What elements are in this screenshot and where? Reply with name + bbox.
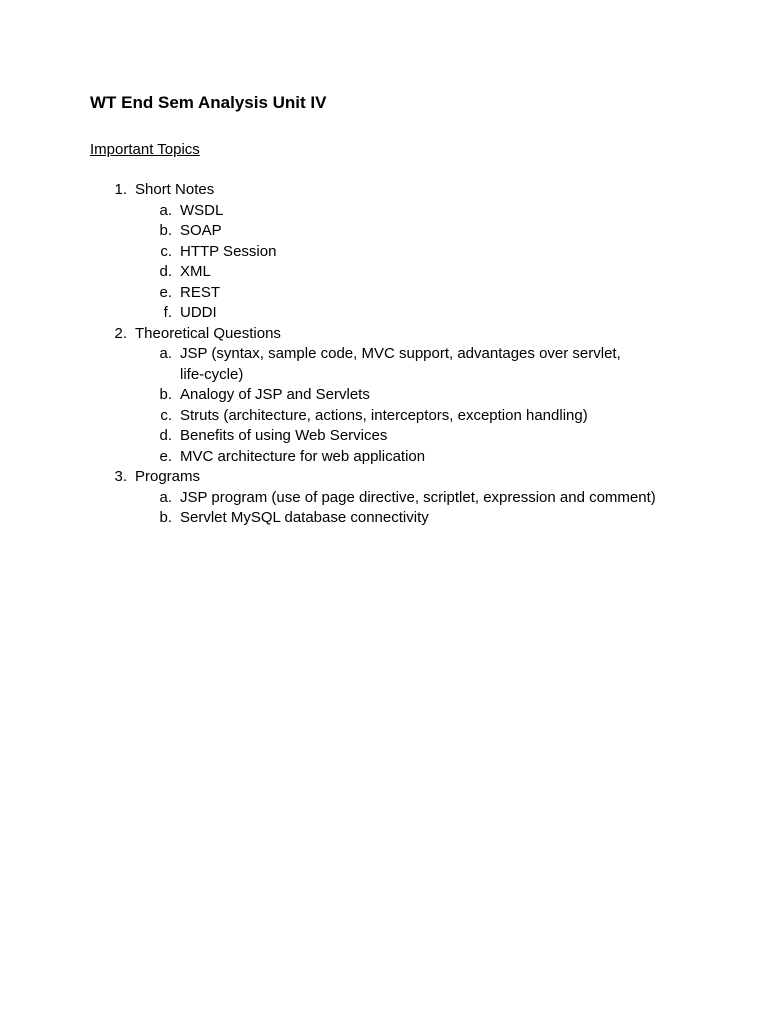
topic-item [0, 467, 768, 488]
sub-item-continuation [0, 365, 768, 386]
list-letter: d. [159, 427, 172, 444]
sub-item [0, 344, 768, 365]
sub-item [0, 406, 768, 427]
list-letter: e. [159, 447, 172, 465]
sub-item-text: SOAP [180, 222, 222, 239]
list-letter: a. [159, 488, 172, 506]
sub-item-text: Struts (architecture, actions, interceptors, exception handling) [180, 406, 588, 424]
sub-item [0, 221, 768, 242]
list-number: 1. [114, 181, 127, 198]
sub-item-text: REST [180, 283, 221, 301]
sub-item [0, 262, 768, 283]
topic-item [0, 180, 768, 201]
sub-item-text: JSP program (use of page directive, scriptlet, expression and comment) [180, 488, 656, 506]
sub-item-text: WSDL [180, 201, 224, 219]
topic-list [0, 180, 768, 529]
sub-item-text: life-cycle) [180, 365, 244, 383]
sub-item-text: UDDI [180, 304, 217, 321]
section-heading: Important Topics [90, 141, 200, 158]
topic-label: Theoretical Questions [135, 324, 281, 342]
list-number: 3. [114, 468, 127, 485]
list-letter: b. [159, 509, 172, 526]
sub-item-text: HTTP Session [180, 242, 277, 260]
sub-item-text: Benefits of using Web Services [180, 427, 388, 444]
sub-item-text: XML [180, 263, 211, 280]
sub-item [0, 447, 768, 468]
sub-item [0, 426, 768, 447]
sub-item-text: Servlet MySQL database connectivity [180, 509, 429, 526]
sub-item [0, 385, 768, 406]
document-title: WT End Sem Analysis Unit IV [90, 93, 327, 112]
sub-item [0, 242, 768, 263]
sub-item [0, 508, 768, 529]
topic-item [0, 324, 768, 345]
sub-item-text: Analogy of JSP and Servlets [180, 386, 370, 403]
list-letter: a. [159, 201, 172, 219]
list-letter: c. [160, 242, 172, 260]
topic-label: Programs [135, 468, 201, 485]
list-letter: f. [163, 304, 172, 321]
list-letter: e. [159, 283, 172, 301]
sub-item-text: JSP (syntax, sample code, MVC support, advantages over servlet, [180, 345, 621, 362]
list-letter: c. [160, 406, 172, 424]
list-letter: b. [159, 222, 172, 239]
sub-item [0, 303, 768, 324]
list-letter: b. [159, 386, 172, 403]
list-number: 2. [114, 324, 127, 342]
sub-item-text: MVC architecture for web application [180, 447, 426, 465]
sub-item [0, 283, 768, 304]
list-letter: d. [159, 263, 172, 280]
topic-label: Short Notes [135, 181, 215, 198]
sub-item [0, 201, 768, 222]
list-letter: a. [159, 345, 172, 362]
sub-item [0, 488, 768, 509]
